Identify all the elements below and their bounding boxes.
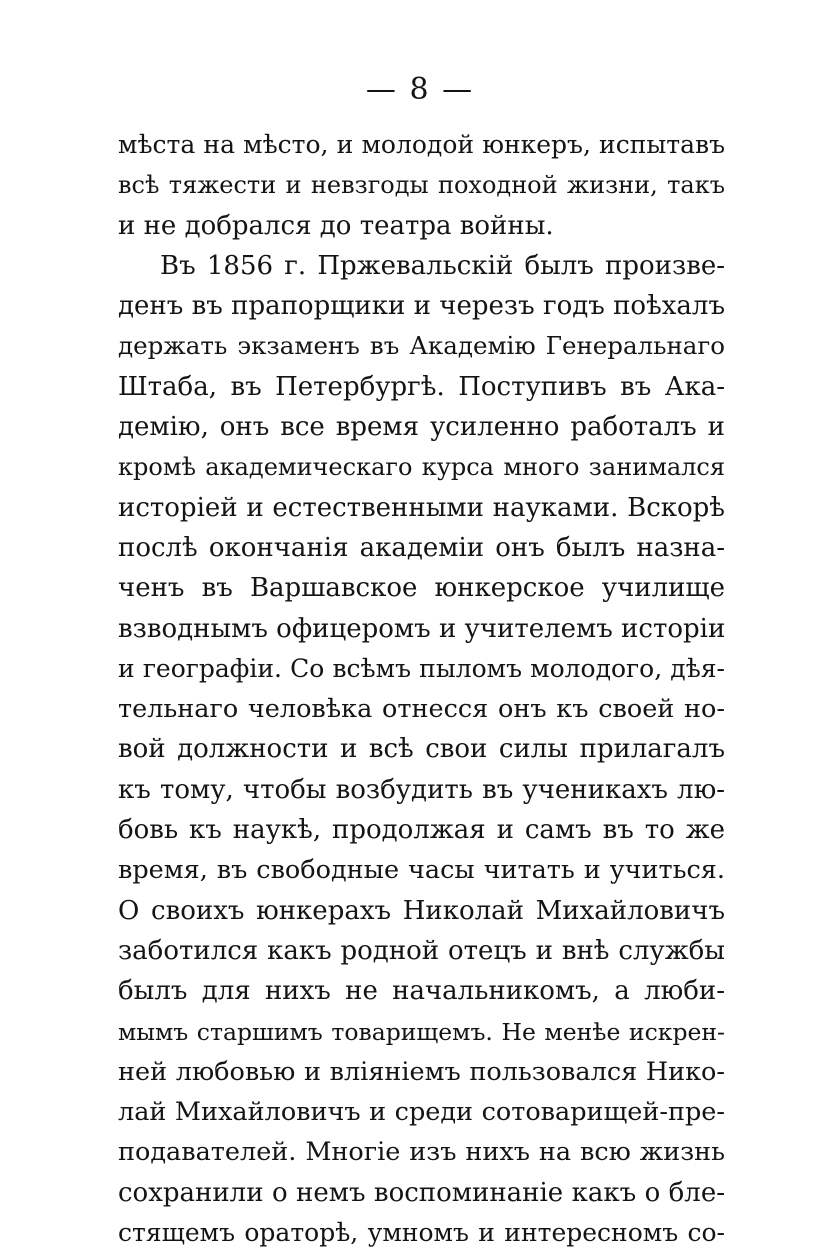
text-line: ней любовью и вліяніемъ пользовался Нико- bbox=[118, 1056, 725, 1087]
text-line: держать экзаменъ въ Академію Генеральнаго bbox=[118, 331, 725, 361]
text-line: Штаба, въ Петербургѣ. Поступивъ въ Ака- bbox=[118, 371, 725, 402]
text-line: былъ для нихъ не начальникомъ, а люби- bbox=[118, 976, 725, 1007]
text-line: кромѣ академическаго курса много занимался bbox=[118, 453, 725, 482]
body-text bbox=[118, 125, 725, 1253]
text-line: взводнымъ офицеромъ и учителемъ исторіи bbox=[118, 613, 726, 644]
text-line: исторіей и естественными науками. Вскорѣ bbox=[118, 492, 725, 523]
text-line: лай Михайловичъ и среди сотоварищей-пре- bbox=[118, 1097, 725, 1128]
text-line: денъ въ прапорщики и черезъ годъ поѣхалъ bbox=[118, 291, 725, 322]
text-line: бовь къ наукѣ, продолжая и самъ въ то же bbox=[118, 815, 725, 846]
text-line: заботился какъ родной отецъ и внѣ службы bbox=[118, 935, 725, 966]
text-line: къ тому, чтобы возбудить въ ученикахъ лю- bbox=[118, 774, 725, 805]
text-line: послѣ окончанія академіи онъ былъ назна- bbox=[118, 532, 725, 563]
text-line: подавателей. Многіе изъ нихъ на всю жизнь bbox=[118, 1137, 725, 1168]
text-line: Въ 1856 г. Пржевальскій былъ произве- bbox=[160, 250, 725, 281]
text-line: мымъ старшимъ товарищемъ. Не менѣе искрен- bbox=[118, 1017, 725, 1046]
text-line: демію, онъ все время усиленно работалъ и bbox=[118, 412, 725, 443]
text-line: и географіи. Со всѣмъ пыломъ молодого, дѣя- bbox=[118, 653, 725, 683]
text-line: стящемъ ораторѣ, умномъ и интересномъ со- bbox=[118, 1218, 725, 1248]
text-line: О своихъ юнкерахъ Николай Михайловичъ bbox=[118, 895, 725, 926]
text-line: сохранили о немъ воспоминаніе какъ о бле- bbox=[118, 1177, 725, 1208]
text-line: время, въ свободные часы читать и учиться. bbox=[118, 855, 725, 886]
text-line: мѣста на мѣсто, и молодой юнкеръ, испытавъ bbox=[118, 130, 725, 159]
text-line: вой должности и всѣ свои силы прилагалъ bbox=[118, 734, 725, 765]
text-line: ченъ въ Варшавское юнкерское училище bbox=[118, 573, 725, 604]
text-line: тельнаго человѣка отнесся онъ къ своей но- bbox=[118, 694, 725, 725]
text-line: и не добрался до театра войны. bbox=[118, 210, 554, 241]
page-number: — 8 — bbox=[365, 72, 475, 107]
text-line: всѣ тяжести и невзгоды походной жизни, такъ bbox=[118, 171, 725, 200]
